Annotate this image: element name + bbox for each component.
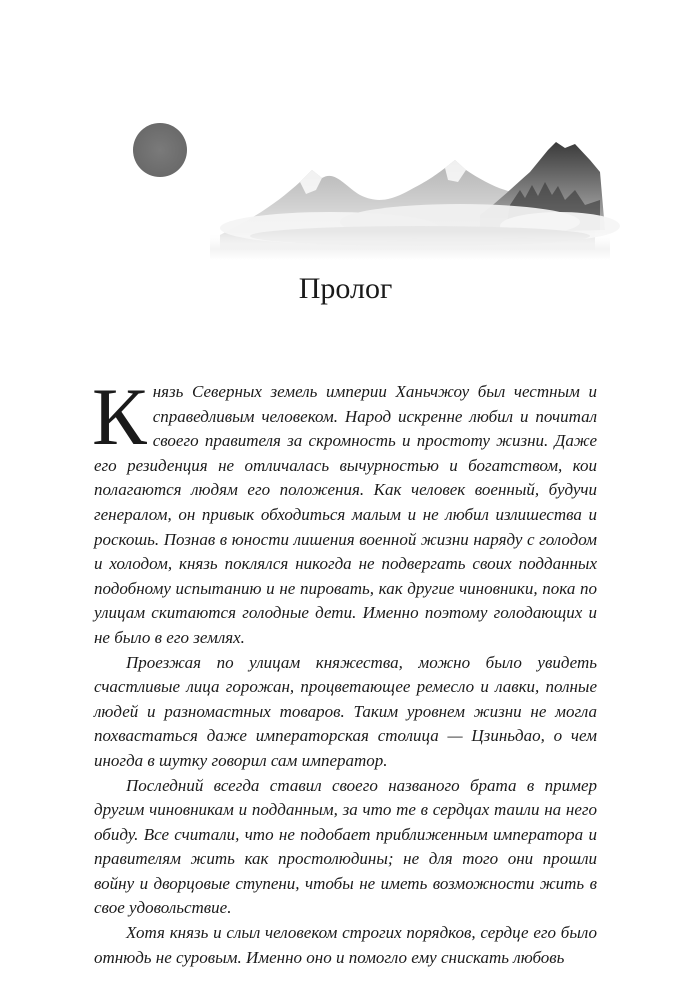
drop-cap: К [92,371,147,462]
sun-circle [133,123,187,177]
paragraph: Последний всегда ставил своего названого брата в пример другим чиновникам и подданным, за что те в сердцах таили на него обиду. Все считали, что не подобает приближенным императора и правителям жить как простолюдины; не для того они прошли войну и дворцовые ступени, чтобы не иметь возможности жить в свое удовольствие. [94,775,597,918]
paragraph: Хотя князь и слыл человеком строгих порядков, сердце его было отнюдь не суровым. Именно оно и помогло ему снискать любовь [94,923,597,967]
chapter-title: Пролог [298,272,393,305]
paragraph: Проезжая по улицам княжества, можно было увидеть счастливые лица горожан, процветающее ремесло и лавки, полные людей и разномастных товаров. Таким уровнем жизни не могла похвастаться даже императорская столица — Цзиньдао, о чем иногда в шутку говорил сам император. [94,652,597,770]
mountain-illustration [0,0,691,260]
paragraph-text: нязь Северных земель империи Ханьчжоу был честным и справедливым человеком. Народ искренне любил и почитал своего правителя за скромность и простоту жизни. Даже его резиденция не отличалась вычурностью и богатством, кои полагаются людям его положения. Как человек военный, будучи генералом, он привык обходиться малым и не любил излишества и роскошь. Познав в юности лишения военной жизни наряду с голодом и холодом, князь поклялся никогда не подвергать своих подданных подобному испытанию и не пировать, как другие чиновники, пока по улицам скитаются голодные дети. Именно поэтому голодающих и не было в его землях. [94,382,597,647]
paragraph [92,371,597,651]
chapter-body [92,371,597,970]
